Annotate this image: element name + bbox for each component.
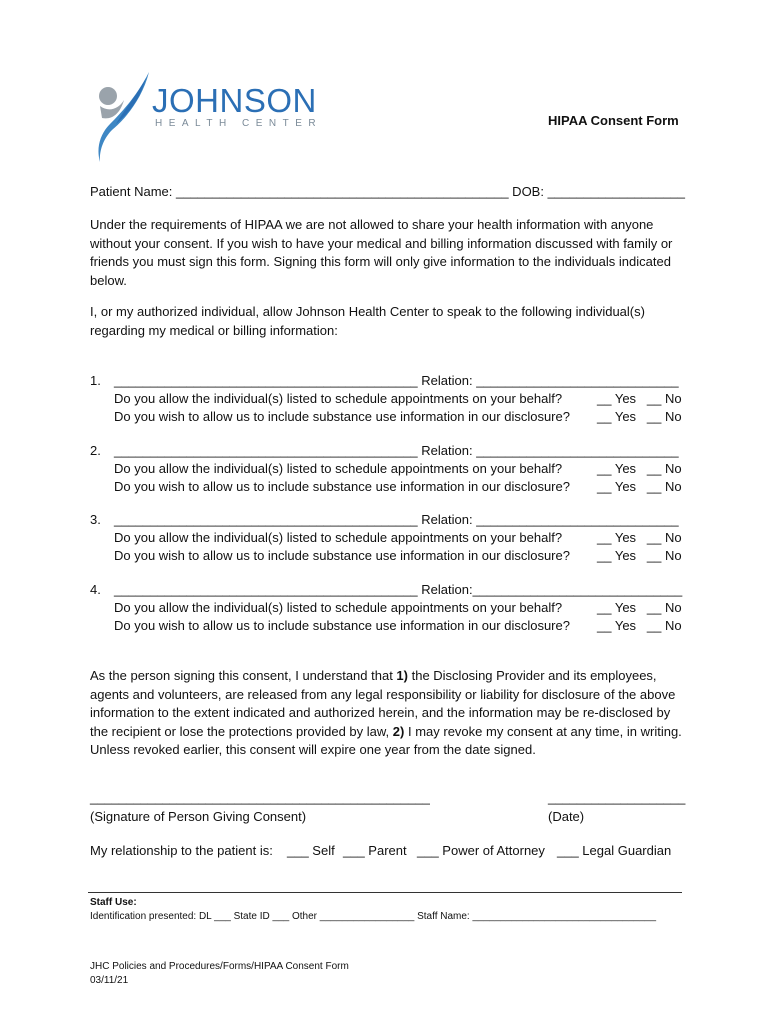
form-title: HIPAA Consent Form — [548, 113, 679, 128]
johnson-health-center-logo — [94, 70, 344, 165]
name-relation-line[interactable]: __________________________________________ Relation: ____________________________ — [114, 512, 679, 527]
substance-question: Do you wish to allow us to include substance use information in our disclosure? — [114, 479, 570, 494]
entry-number: 2. — [90, 443, 101, 458]
consent-point-2: 2) — [392, 723, 405, 739]
individual-entry-3 — [90, 512, 690, 568]
schedule-yes-no[interactable]: __ Yes __ No — [597, 461, 682, 476]
staff-divider — [88, 892, 682, 893]
signature-label: (Signature of Person Giving Consent) — [90, 809, 307, 824]
schedule-question: Do you allow the individual(s) listed to schedule appointments on your behalf? — [114, 530, 563, 545]
logo-swoosh-icon — [94, 70, 154, 165]
footer-date: 03/11/21 — [90, 975, 129, 986]
entry-number: 1. — [90, 373, 101, 388]
staff-use-heading: Staff Use: — [90, 897, 137, 908]
substance-question: Do you wish to allow us to include substance use information in our disclosure? — [114, 548, 570, 563]
logo-brand-subtitle: HEALTH CENTER — [155, 118, 323, 129]
consent-text-2: the Disclosing Provider and its employees, agents and volunteers, are released from any legal responsibility or liability for disclosure of the above information to the extent indicated and authorized herein, and the information may be re-disclosed by the recipient or lose the protections provided by law, — [90, 668, 676, 739]
entry-number: 3. — [90, 512, 101, 527]
staff-use-line[interactable]: Identification presented: DL ___ State ID ___ Other _________________ Staff Name: _________________________________ — [90, 911, 657, 922]
substance-yes-no[interactable]: __ Yes __ No — [597, 548, 682, 563]
individual-entry-1 — [90, 373, 690, 429]
date-label: (Date) — [548, 809, 585, 824]
authorize-paragraph: I, or my authorized individual, allow Johnson Health Center to speak to the following individual(s) regarding my medical or billing information: — [90, 304, 645, 338]
individual-entry-2 — [90, 443, 690, 499]
substance-yes-no[interactable]: __ Yes __ No — [597, 618, 682, 633]
schedule-question: Do you allow the individual(s) listed to schedule appointments on your behalf? — [114, 391, 563, 406]
patient-name-dob-line[interactable]: Patient Name: ______________________________________________ DOB: ___________________ — [90, 184, 685, 199]
relationship-parent-option[interactable]: ___ Parent — [343, 843, 407, 858]
relationship-self-option[interactable]: ___ Self — [287, 843, 335, 858]
consent-text-3: I may revoke my consent at any time, in writing. Unless revoked earlier, this consent will expire one year from the date signed. — [90, 723, 682, 757]
relationship-poa-option[interactable]: ___ Power of Attorney — [417, 843, 545, 858]
relationship-label: My relationship to the patient is: — [90, 843, 273, 858]
name-relation-line[interactable]: __________________________________________ Relation: ____________________________ — [114, 443, 679, 458]
logo-brand-name: JOHNSON — [152, 82, 317, 119]
schedule-yes-no[interactable]: __ Yes __ No — [597, 530, 682, 545]
entry-number: 4. — [90, 582, 101, 597]
relationship-guardian-option[interactable]: ___ Legal Guardian — [557, 843, 672, 858]
name-relation-line[interactable]: __________________________________________ Relation: ____________________________ — [114, 373, 679, 388]
substance-question: Do you wish to allow us to include substance use information in our disclosure? — [114, 618, 570, 633]
date-line[interactable]: ___________________ — [548, 790, 686, 805]
schedule-question: Do you allow the individual(s) listed to schedule appointments on your behalf? — [114, 600, 563, 615]
substance-yes-no[interactable]: __ Yes __ No — [597, 409, 682, 424]
consent-paragraph — [90, 667, 688, 760]
intro-paragraph: Under the requirements of HIPAA we are not allowed to share your health information with anyone without your consent. If you wish to have your medical and billing information discussed with family or friends you must sign this form. Signing this form will only give information to the individuals indicated below. — [90, 217, 673, 288]
schedule-yes-no[interactable]: __ Yes __ No — [597, 391, 682, 406]
substance-yes-no[interactable]: __ Yes __ No — [597, 479, 682, 494]
footer-path: JHC Policies and Procedures/Forms/HIPAA Consent Form — [90, 961, 349, 972]
schedule-yes-no[interactable]: __ Yes __ No — [597, 600, 682, 615]
schedule-question: Do you allow the individual(s) listed to schedule appointments on your behalf? — [114, 461, 563, 476]
name-relation-line[interactable]: __________________________________________ Relation:_____________________________ — [114, 582, 683, 597]
consent-point-1: 1) — [396, 668, 408, 683]
individual-entry-4 — [90, 582, 690, 638]
substance-question: Do you wish to allow us to include substance use information in our disclosure? — [114, 409, 570, 424]
signature-line[interactable]: _______________________________________________ — [90, 790, 430, 805]
consent-text-1: As the person signing this consent, I understand that — [90, 668, 397, 683]
